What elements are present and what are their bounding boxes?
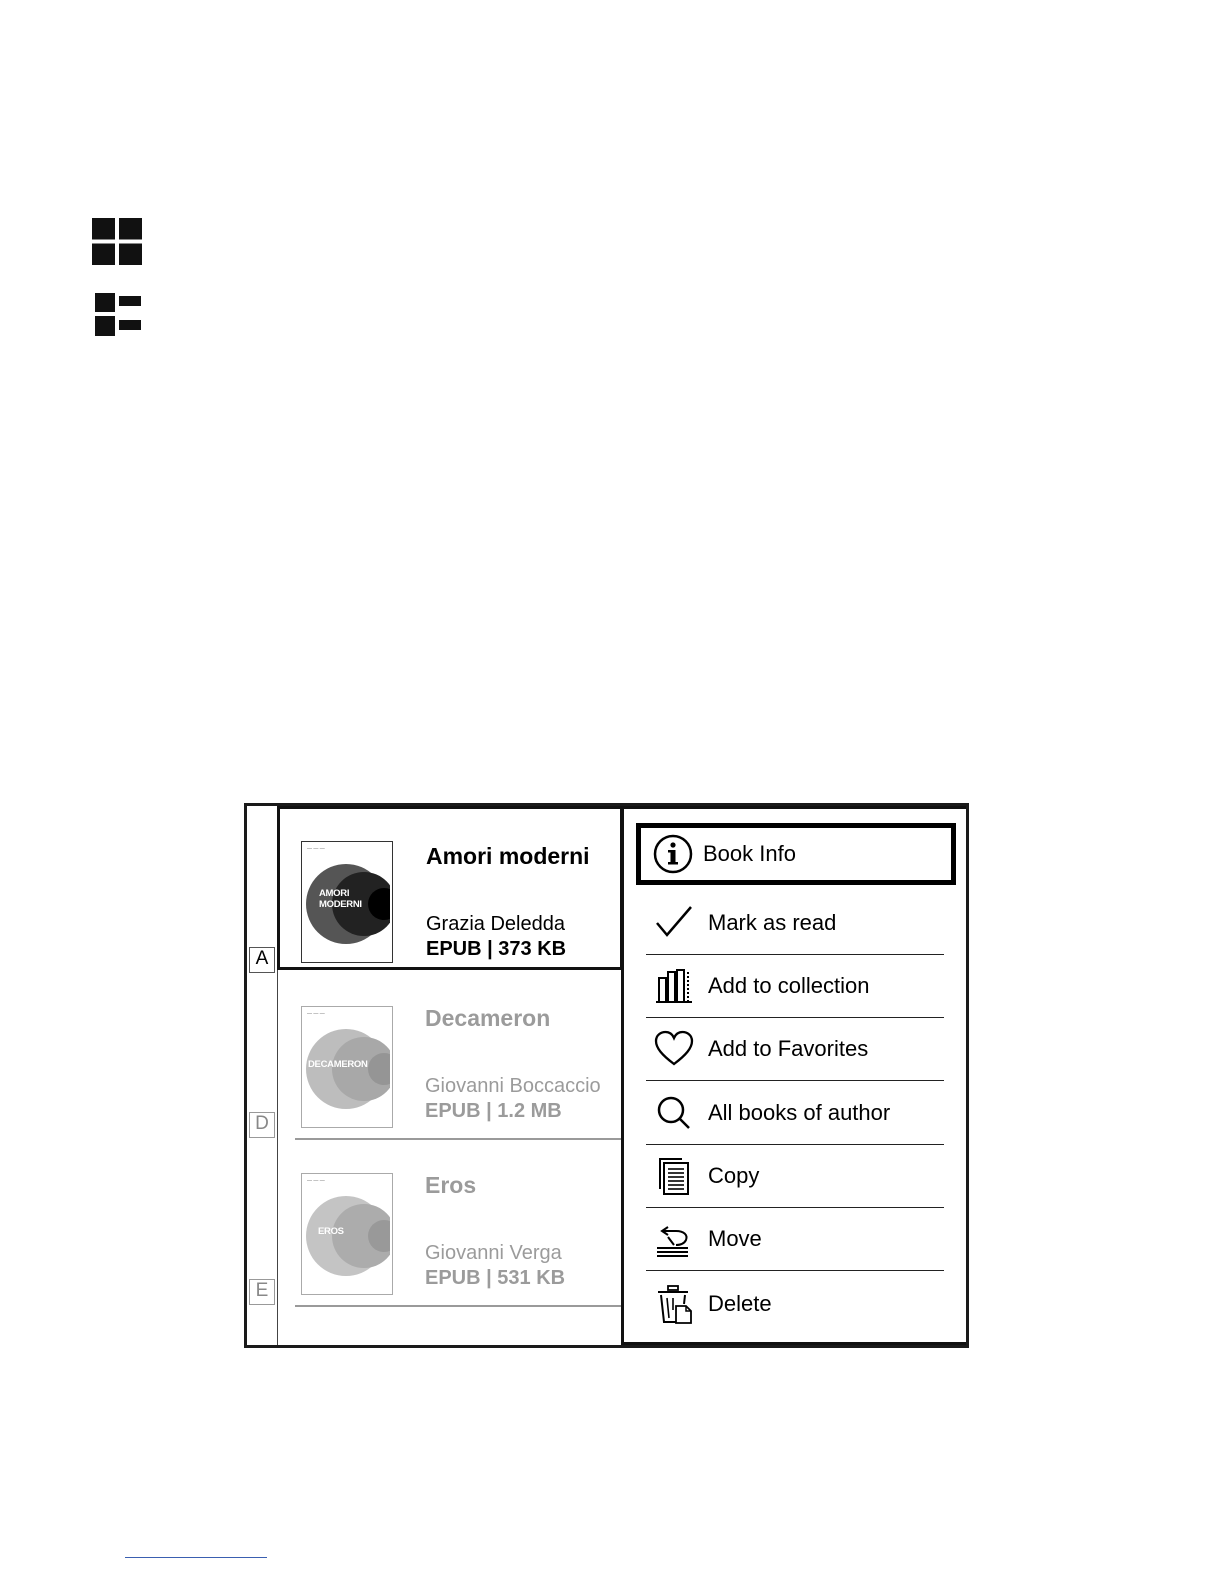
list-view-icon[interactable]	[95, 293, 142, 336]
menu-item-label: Book Info	[703, 841, 796, 866]
menu-item-move[interactable]	[646, 1208, 944, 1271]
menu-item-all-books-of-author[interactable]	[646, 1082, 944, 1145]
menu-item-label: All books of author	[708, 1100, 891, 1125]
menu-item-label: Add to collection	[708, 973, 870, 998]
menu-item-book-info[interactable]	[636, 823, 956, 885]
book-cover: — — — AMORI MODERNI	[301, 841, 393, 963]
move-icon	[654, 1219, 694, 1259]
book-format-size: EPUB | 531 KB	[425, 1267, 566, 1289]
menu-item-mark-as-read[interactable]	[646, 892, 944, 955]
book-row[interactable]	[295, 1140, 622, 1307]
menu-item-copy[interactable]	[646, 1145, 944, 1208]
menu-item-label: Move	[708, 1226, 762, 1251]
info-icon	[653, 834, 693, 874]
grid-view-icon[interactable]	[92, 218, 142, 265]
book-list	[277, 806, 622, 1345]
book-format-size: EPUB | 373 KB	[426, 938, 567, 960]
context-menu	[621, 806, 969, 1345]
book-author: Giovanni Boccaccio	[425, 1075, 601, 1097]
device-screen	[244, 803, 969, 1348]
alphabet-index	[247, 806, 278, 1345]
checkmark-icon	[654, 903, 694, 943]
footnote-separator	[125, 1557, 267, 1558]
cover-title: EROS	[318, 1226, 344, 1237]
book-title: Amori moderni	[426, 843, 590, 869]
book-title: Eros	[425, 1172, 477, 1198]
book-author: Grazia Deledda	[426, 913, 565, 935]
menu-item-label: Mark as read	[708, 910, 837, 935]
menu-item-label: Delete	[708, 1290, 772, 1316]
menu-item-delete[interactable]	[646, 1272, 944, 1335]
menu-item-label: Add to Favorites	[708, 1036, 869, 1061]
cover-title: DECAMERON	[308, 1059, 368, 1070]
collection-icon	[654, 966, 694, 1006]
book-format-size: EPUB | 1.2 MB	[425, 1100, 562, 1122]
menu-item-add-to-collection[interactable]	[646, 955, 944, 1018]
menu-item-label: Copy	[708, 1163, 760, 1188]
cover-title: AMORI MODERNI	[319, 888, 362, 910]
book-cover: — — — DECAMERON	[301, 1006, 393, 1128]
index-letter-a[interactable]: A	[249, 947, 275, 973]
heart-icon	[654, 1029, 694, 1069]
book-author: Giovanni Verga	[425, 1242, 562, 1264]
search-icon	[654, 1093, 694, 1133]
book-row-selected[interactable]	[277, 806, 623, 970]
book-cover: — — — EROS	[301, 1173, 393, 1295]
book-row[interactable]	[295, 973, 622, 1140]
index-letter-e[interactable]: E	[249, 1279, 275, 1305]
book-title: Decameron	[425, 1005, 551, 1031]
trash-icon	[654, 1284, 694, 1324]
menu-item-add-to-favorites[interactable]	[646, 1018, 944, 1081]
index-letter-d[interactable]: D	[249, 1112, 275, 1138]
copy-icon	[654, 1156, 694, 1196]
